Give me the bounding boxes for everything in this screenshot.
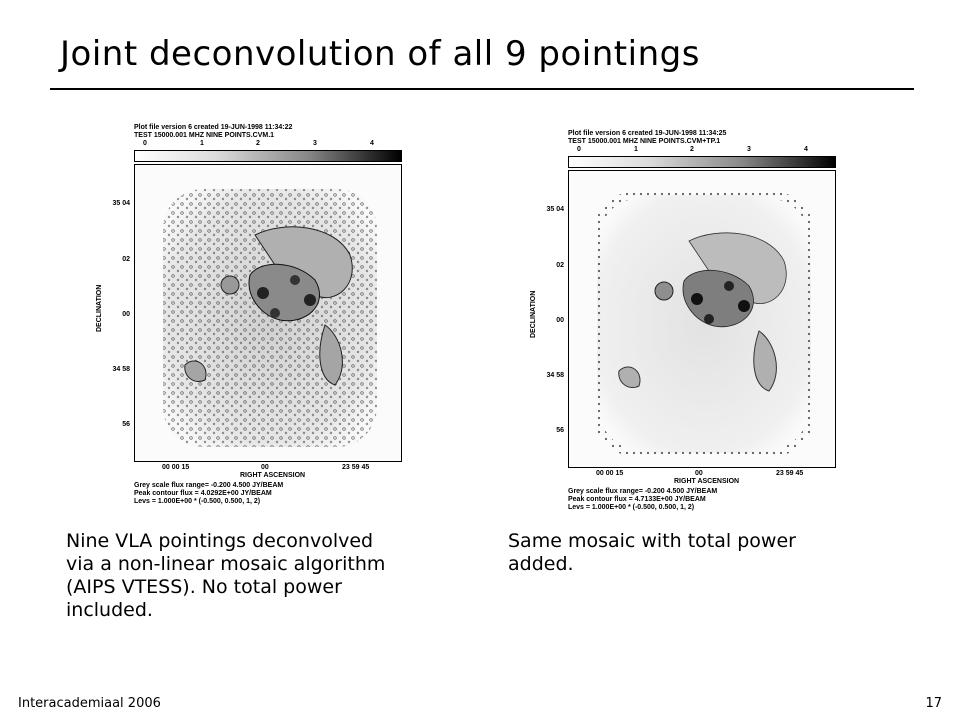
y-tick-label: 35 04 bbox=[546, 206, 564, 213]
mosaic-image bbox=[135, 165, 402, 462]
y-tick-label: 56 bbox=[122, 421, 130, 428]
slide-title: Joint deconvolution of all 9 pointings bbox=[60, 34, 700, 74]
y-tick-label: 34 58 bbox=[546, 372, 564, 379]
plot-header-line1: Plot file version 6 created 19-JUN-1998 11:34:22 bbox=[134, 124, 293, 131]
right-caption-line: Same mosaic with total power bbox=[508, 530, 796, 552]
colorbar-tick: 3 bbox=[313, 140, 317, 147]
x-tick-label: 00 bbox=[261, 464, 269, 471]
colorbar-tick: 3 bbox=[747, 146, 751, 153]
plot-footer-line3: Levs = 1.000E+00 * (-0.500, 0.500, 1, 2) bbox=[568, 504, 695, 511]
left-caption bbox=[66, 530, 385, 622]
x-tick-label: 00 00 15 bbox=[596, 470, 624, 477]
plot-footer-line1: Grey scale flux range= -0.200 4.500 JY/BEAM bbox=[134, 482, 284, 489]
colorbar-tick: 0 bbox=[143, 140, 147, 147]
mosaic-image bbox=[569, 171, 836, 468]
colorbar-tick: 1 bbox=[634, 146, 638, 153]
plot-header-line2: TEST 15000.001 MHZ NINE POINTS.CVM+TP.1 bbox=[568, 138, 721, 145]
colorbar-tick: 1 bbox=[200, 140, 204, 147]
mosaic-image-frame bbox=[568, 170, 836, 468]
colorbar-tick: 2 bbox=[256, 140, 260, 147]
slide-page-number: 17 bbox=[925, 696, 942, 711]
grey-scale-colorbar bbox=[134, 150, 402, 162]
x-axis-title: RIGHT ASCENSION bbox=[674, 478, 740, 485]
x-tick-label: 23 59 45 bbox=[776, 470, 804, 477]
y-tick-label: 56 bbox=[556, 427, 564, 434]
y-axis-title: DECLINATION bbox=[96, 284, 103, 332]
plot-footer-line2: Peak contour flux = 4.7133E+00 JY/BEAM bbox=[568, 496, 706, 503]
right-caption-line: added. bbox=[508, 553, 574, 575]
left-caption-line: included. bbox=[66, 599, 153, 621]
mosaic-image-frame bbox=[134, 164, 402, 462]
grey-scale-colorbar bbox=[568, 156, 836, 168]
plot-footer-line1: Grey scale flux range= -0.200 4.500 JY/BEAM bbox=[568, 488, 718, 495]
left-caption-line: (AIPS VTESS). No total power bbox=[66, 576, 342, 598]
x-tick-label: 23 59 45 bbox=[342, 464, 370, 471]
left-caption-line: via a non-linear mosaic algorithm bbox=[66, 553, 386, 575]
y-tick-label: 00 bbox=[556, 317, 564, 324]
right-caption bbox=[508, 530, 796, 576]
y-axis-title: DECLINATION bbox=[530, 290, 537, 338]
y-tick-label: 34 58 bbox=[112, 366, 130, 373]
plot-footer-line2: Peak contour flux = 4.0292E+00 JY/BEAM bbox=[134, 490, 272, 497]
x-tick-label: 00 00 15 bbox=[162, 464, 190, 471]
colorbar-tick: 4 bbox=[804, 146, 808, 153]
plot-header-line2: TEST 15000.001 MHZ NINE POINTS.CVM.1 bbox=[134, 132, 275, 139]
y-tick-label: 02 bbox=[556, 262, 564, 269]
title-rule bbox=[50, 88, 914, 90]
colorbar-tick: 2 bbox=[690, 146, 694, 153]
y-tick-label: 35 04 bbox=[112, 200, 130, 207]
plot-header-line1: Plot file version 6 created 19-JUN-1998 11:34:25 bbox=[568, 130, 727, 137]
slide-footer-text: Interacademiaal 2006 bbox=[18, 696, 161, 711]
right-mosaic-plot bbox=[530, 126, 852, 520]
x-axis-title: RIGHT ASCENSION bbox=[240, 472, 306, 479]
left-mosaic-plot bbox=[96, 120, 418, 514]
left-caption-line: Nine VLA pointings deconvolved bbox=[66, 530, 374, 552]
y-tick-label: 00 bbox=[122, 311, 130, 318]
colorbar-tick: 4 bbox=[370, 140, 374, 147]
plot-footer-line3: Levs = 1.000E+00 * (-0.500, 0.500, 1, 2) bbox=[134, 498, 261, 505]
colorbar-tick: 0 bbox=[577, 146, 581, 153]
x-tick-label: 00 bbox=[695, 470, 703, 477]
y-tick-label: 02 bbox=[122, 256, 130, 263]
